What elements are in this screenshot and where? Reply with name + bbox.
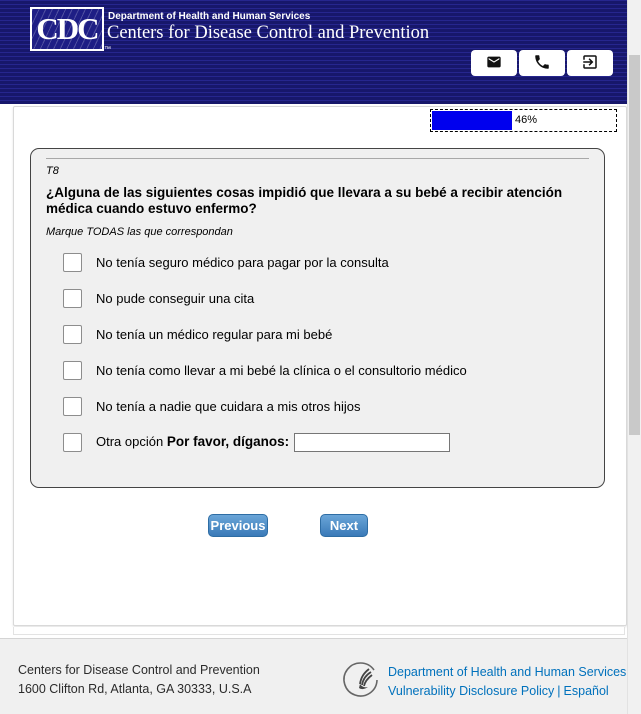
next-button[interactable]: Next	[320, 514, 368, 537]
content-card-footer-strip	[13, 627, 625, 635]
checkbox-no-regular-doctor[interactable]	[63, 325, 82, 344]
option-label: No tenía seguro médico para pagar por la consulta	[96, 255, 389, 270]
checkbox-no-transportation[interactable]	[63, 361, 82, 380]
options-list	[31, 247, 604, 463]
question-instruction: Marque TODAS las que correspondan	[46, 226, 233, 238]
vulnerability-disclosure-link[interactable]: Vulnerability Disclosure Policy	[388, 684, 555, 698]
trademark-symbol: ™	[104, 46, 111, 53]
question-text: ¿Alguna de las siguientes cosas impidió que llevara a su bebé a recibir atención médica cuando estuvo enfermo?	[46, 185, 563, 216]
other-option-input[interactable]	[294, 433, 450, 452]
header-banner	[0, 0, 641, 104]
header-org-title: Centers for Disease Control and Prevention	[107, 23, 430, 43]
exit-button[interactable]	[567, 50, 613, 76]
progress-fill	[432, 111, 512, 130]
checkbox-no-childcare[interactable]	[63, 397, 82, 416]
header-department-label: Department of Health and Human Services	[108, 11, 311, 22]
hhs-link[interactable]: Department of Health and Human Services	[388, 665, 627, 679]
option-label: No tenía a nadie que cuidara a mis otros hijos	[96, 399, 361, 414]
checkbox-no-appointment[interactable]	[63, 289, 82, 308]
other-option-label: Otra opción	[96, 433, 164, 449]
previous-button[interactable]: Previous	[208, 514, 268, 537]
phone-icon	[533, 53, 551, 74]
header-toolbar	[471, 50, 613, 76]
checkbox-no-insurance[interactable]	[63, 253, 82, 272]
progress-bar	[430, 109, 617, 132]
option-label: No tenía un médico regular para mi bebé	[96, 327, 333, 342]
footer	[0, 638, 641, 714]
link-separator: |	[557, 684, 561, 698]
other-option-line	[96, 433, 450, 452]
option-row	[31, 391, 604, 427]
option-row	[31, 319, 604, 355]
survey-question-box	[30, 148, 605, 488]
top-divider	[46, 158, 589, 159]
email-icon	[484, 54, 504, 73]
option-label: No tenía como llevar a mi bebé la clínica o el consultorio médico	[96, 363, 467, 378]
email-button[interactable]	[471, 50, 517, 76]
cdc-logo-text: CDC	[36, 11, 98, 46]
footer-org-name: Centers for Disease Control and Prevention	[18, 663, 260, 677]
question-id: T8	[46, 165, 59, 177]
phone-button[interactable]	[519, 50, 565, 76]
scrollbar[interactable]	[627, 0, 641, 714]
footer-address: 1600 Clifton Rd, Atlanta, GA 30333, U.S.A	[18, 682, 252, 696]
hhs-logo	[341, 660, 381, 700]
option-row-other	[31, 427, 604, 463]
exit-icon	[581, 53, 599, 74]
progress-percent-label: 46%	[515, 114, 538, 126]
scrollbar-thumb[interactable]	[629, 55, 640, 435]
checkbox-other-option[interactable]	[63, 433, 82, 452]
option-row	[31, 247, 604, 283]
option-row	[31, 283, 604, 319]
cdc-logo[interactable]	[30, 7, 104, 51]
option-label: No pude conseguir una cita	[96, 291, 255, 306]
option-row	[31, 355, 604, 391]
footer-links	[388, 663, 626, 701]
other-option-prompt: Por favor, díganos:	[166, 433, 290, 449]
espanol-link[interactable]: Español	[563, 684, 609, 698]
